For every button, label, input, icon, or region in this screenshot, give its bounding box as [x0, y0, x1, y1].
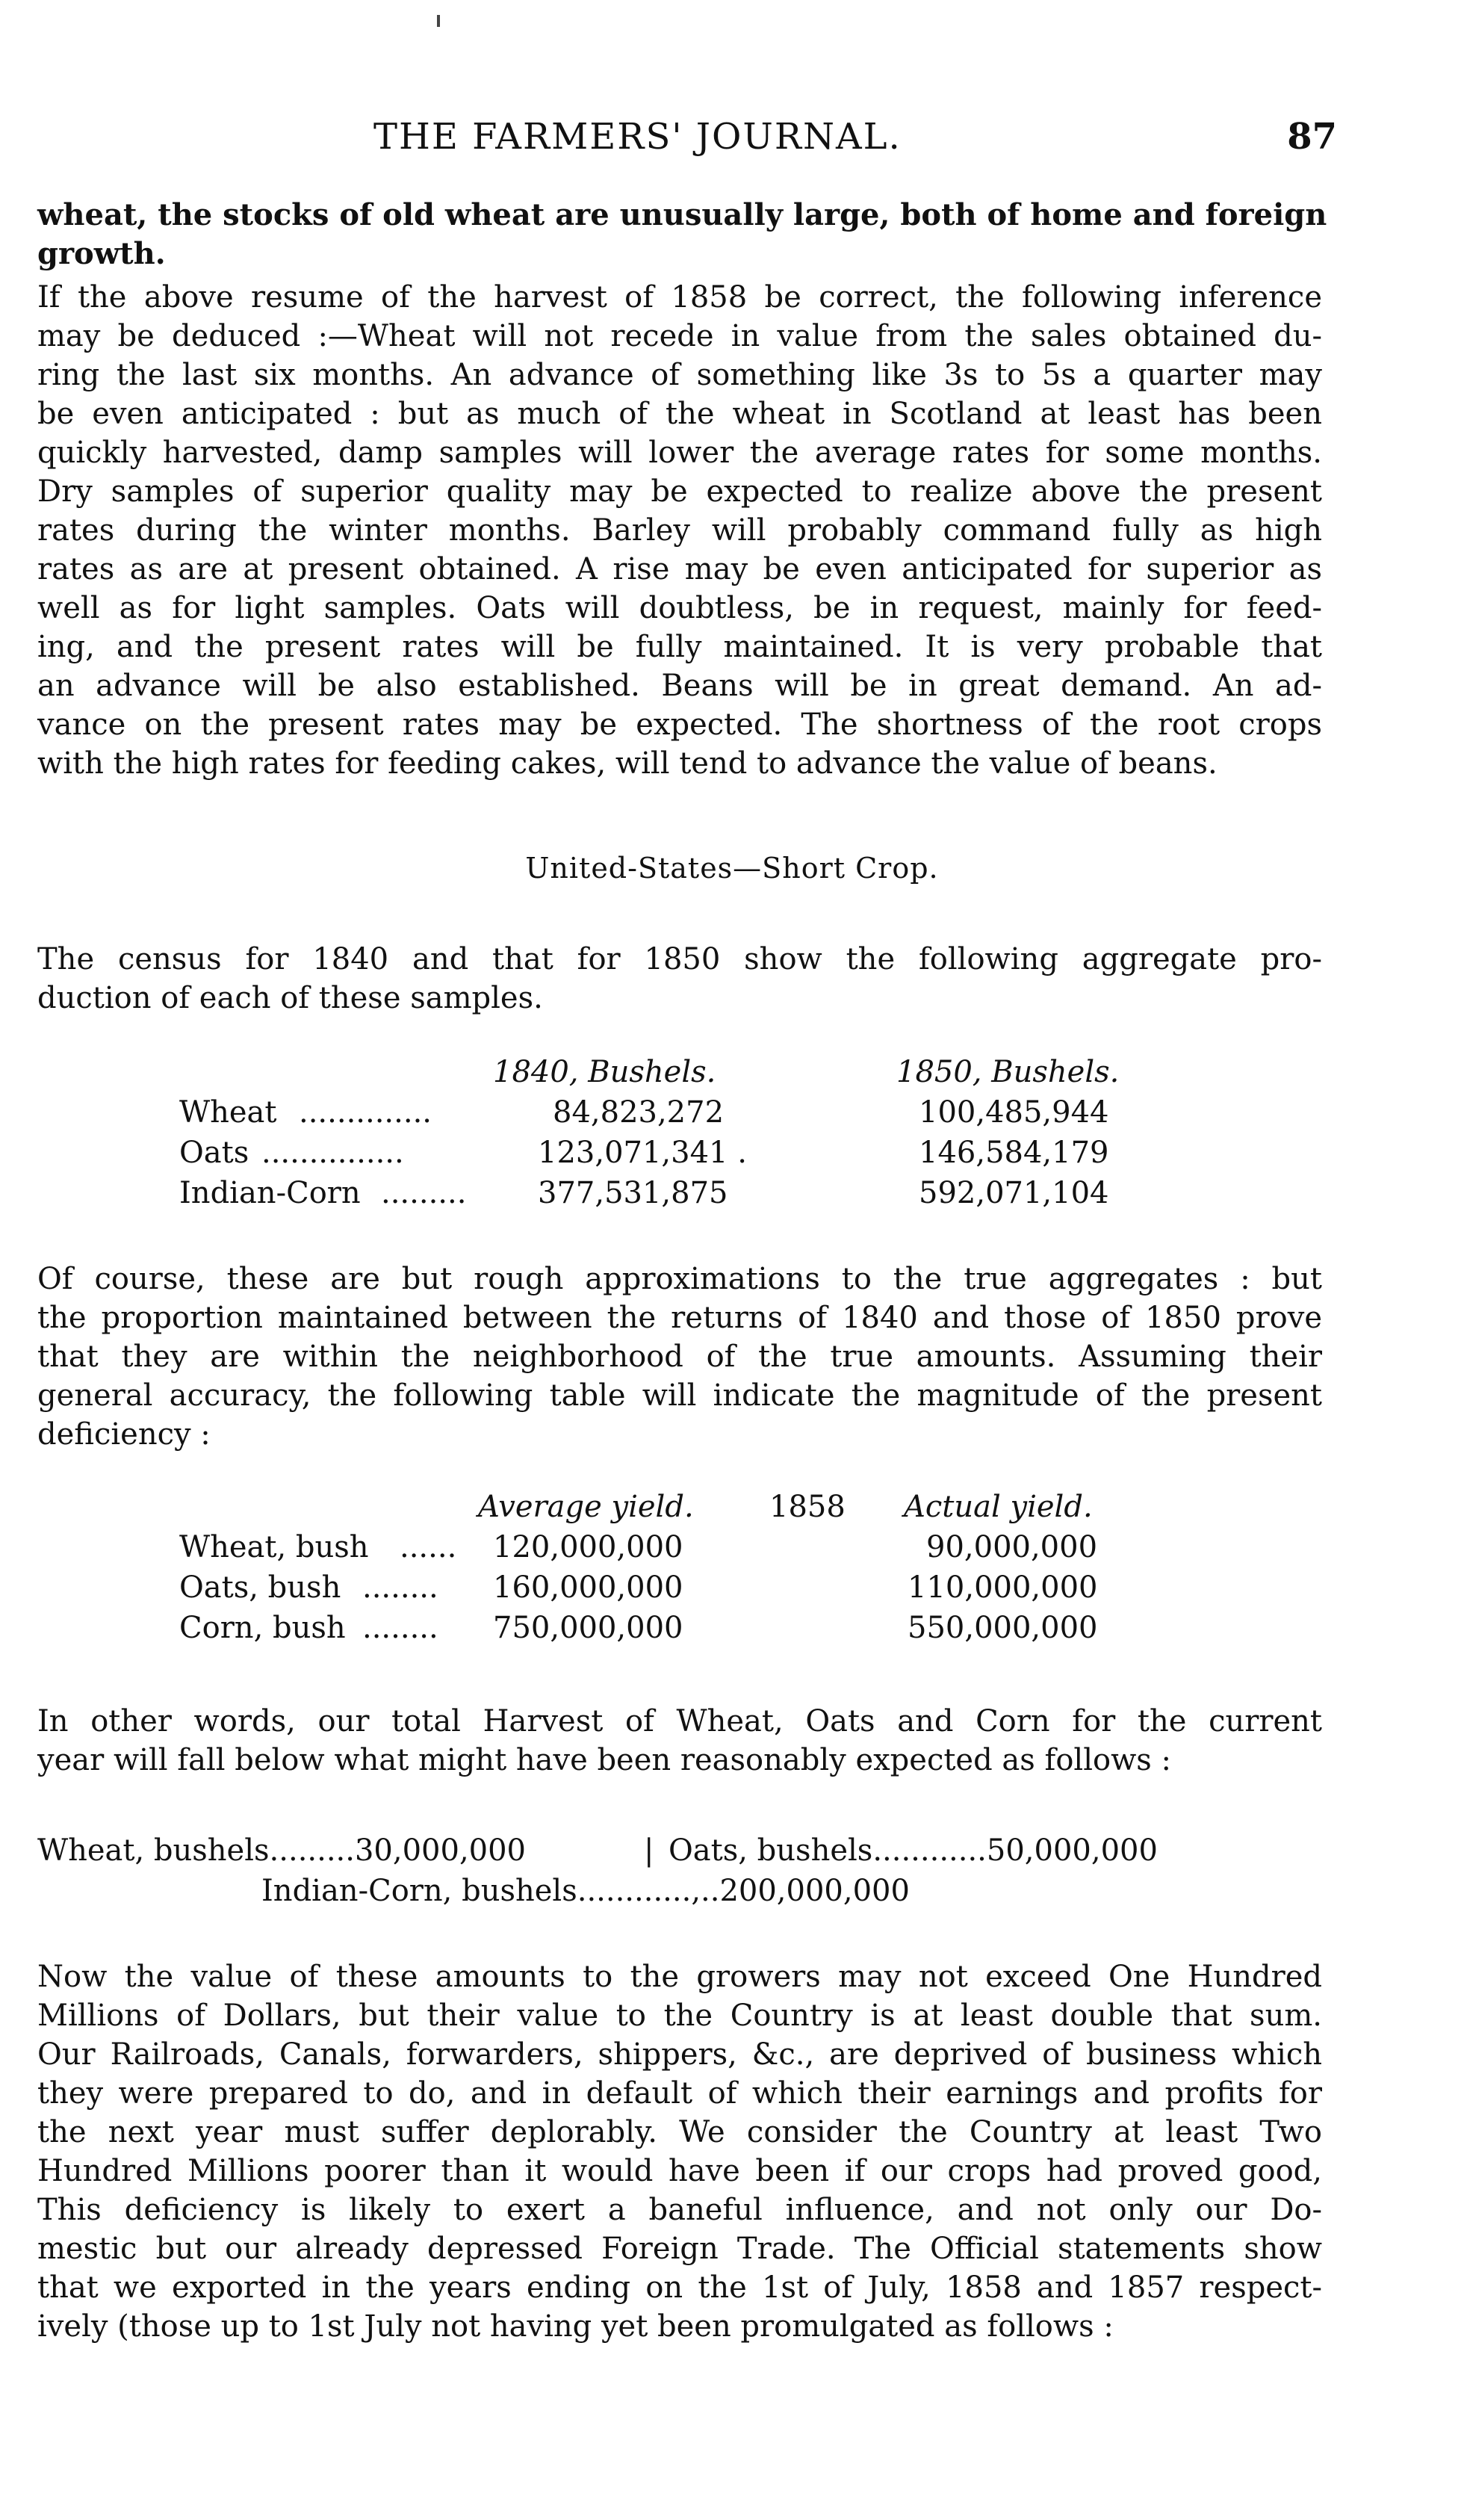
- text-line: that we exported in the years ending on the 1st of July, 1858 and 1857 respect-: [37, 2270, 1322, 2305]
- text-line: Now the value of these amounts to the growers may not exceed One Hundred: [37, 1960, 1322, 1994]
- text-line: Dry samples of superior quality may be expected to realize above the present: [37, 474, 1322, 509]
- text-line: Of course, these are but rough approximations to the true aggregates : but: [37, 1262, 1322, 1296]
- ink-speck: [437, 15, 440, 27]
- table-row: [179, 1133, 1195, 1173]
- wheat-shortfall: Wheat, bushels.........30,000,000: [37, 1833, 527, 1868]
- paragraph-total-harvest: [37, 1702, 1322, 1780]
- table-row: [179, 1527, 1195, 1567]
- text-line: ing, and the present rates will be fully maintained. It is very probable that: [37, 630, 1322, 664]
- text-line: deficiency :: [37, 1417, 211, 1452]
- column-header: Actual yield.: [904, 1490, 1093, 1524]
- shortfall-row: [37, 1830, 1322, 1871]
- text-line: the proportion maintained between the returns of 1840 and those of 1850 prove: [37, 1301, 1322, 1335]
- text-line: wheat, the stocks of old wheat are unusually large, both of home and foreign: [37, 197, 1327, 232]
- row-label: Wheat: [179, 1095, 277, 1130]
- corn-shortfall: Indian-Corn, bushels............,..200,000,000: [261, 1874, 910, 1908]
- text-line: The census for 1840 and that for 1850 show the following aggregate pro-: [37, 942, 1322, 976]
- text-line: general accuracy, the following table will indicate the magnitude of the present: [37, 1378, 1322, 1413]
- text-line: may be deduced :—Wheat will not recede in value from the sales obtained du-: [37, 319, 1322, 353]
- value-1840: 123,071,341 .: [538, 1136, 747, 1170]
- text-line: If the above resume of the harvest of 1858 be correct, the following inference: [37, 280, 1322, 315]
- text-line: Hundred Millions poorer than it would have been if our crops had proved good,: [37, 2154, 1322, 2188]
- separator: |: [644, 1833, 654, 1868]
- column-header: Average yield.: [478, 1490, 694, 1524]
- text-line: well as for light samples. Oats will doubtless, be in request, mainly for feed-: [37, 591, 1322, 625]
- paragraph-approximations: [37, 1260, 1322, 1454]
- table-row: [179, 1173, 1195, 1213]
- text-line: quickly harvested, damp samples will lower the average rates for some months.: [37, 436, 1322, 470]
- table-header-row: [179, 1487, 1195, 1527]
- column-header: 1850, Bushels.: [896, 1055, 1120, 1089]
- text-line: year will fall below what might have been reasonably expected as follows :: [37, 1743, 1172, 1777]
- running-header: [344, 116, 1337, 168]
- table-row: [179, 1567, 1195, 1608]
- paragraph-harvest-inference: [37, 278, 1322, 783]
- paragraph-census: [37, 940, 1322, 1018]
- text-line: vance on the present rates may be expected. The shortness of the root crops: [37, 708, 1322, 742]
- column-header: 1840, Bushels.: [493, 1055, 716, 1089]
- row-label: Wheat, bush: [179, 1530, 369, 1564]
- section-heading: United-States—Short Crop.: [525, 852, 939, 885]
- row-label: Indian-Corn: [179, 1176, 361, 1210]
- leader-dots: ........: [362, 1611, 438, 1645]
- text-line: with the high rates for feeding cakes, will tend to advance the value of beans.: [37, 746, 1218, 781]
- text-line: Millions of Dollars, but their value to the Country is at least double that sum.: [37, 1999, 1322, 2033]
- table-header-row: [179, 1052, 1195, 1092]
- text-line: ively (those up to 1st July not having yet been promulgated as follows :: [37, 2309, 1114, 2344]
- paragraph-continuation: [37, 196, 1327, 273]
- text-line: duction of each of these samples.: [37, 981, 543, 1015]
- shortfall-summary: [37, 1830, 1322, 1911]
- average-yield: 160,000,000: [493, 1570, 683, 1605]
- actual-yield: 90,000,000: [926, 1530, 1098, 1564]
- leader-dots: ........: [362, 1570, 438, 1605]
- census-table: [179, 1052, 1195, 1213]
- text-line: be even anticipated : but as much of the wheat in Scotland at least has been: [37, 397, 1322, 431]
- average-yield: 120,000,000: [493, 1530, 683, 1564]
- value-1850: 592,071,104: [919, 1176, 1109, 1210]
- leader-dots: ...............: [261, 1136, 404, 1170]
- value-1850: 146,584,179: [919, 1136, 1109, 1170]
- text-line: Our Railroads, Canals, forwarders, shippers, &c., are deprived of business which: [37, 2037, 1322, 2072]
- text-line: ring the last six months. An advance of something like 3s to 5s a quarter may: [37, 358, 1322, 392]
- actual-yield: 550,000,000: [908, 1611, 1098, 1645]
- shortfall-row: [37, 1871, 1322, 1911]
- text-line: that they are within the neighborhood of the true amounts. Assuming their: [37, 1340, 1322, 1374]
- table-row: [179, 1608, 1195, 1648]
- row-label: Oats: [179, 1136, 249, 1170]
- leader-dots: ......: [400, 1530, 457, 1564]
- text-line: an advance will be also established. Beans will be in great demand. An ad-: [37, 669, 1322, 703]
- table-row: [179, 1092, 1195, 1133]
- value-1840: 84,823,272: [553, 1095, 725, 1130]
- text-line: mestic but our already depressed Foreign Trade. The Official statements show: [37, 2232, 1322, 2266]
- value-1840: 377,531,875: [538, 1176, 728, 1210]
- oats-shortfall: Oats, bushels............50,000,000: [669, 1833, 1158, 1868]
- row-label: Oats, bush: [179, 1570, 341, 1605]
- average-yield: 750,000,000: [493, 1611, 683, 1645]
- text-line: growth.: [37, 236, 166, 271]
- text-line: In other words, our total Harvest of Wheat, Oats and Corn for the current: [37, 1704, 1322, 1739]
- leader-dots: .........: [381, 1176, 467, 1210]
- value-1850: 100,485,944: [919, 1095, 1109, 1130]
- text-line: the next year must suffer deplorably. We consider the Country at least Two: [37, 2115, 1322, 2149]
- journal-title: THE FARMERS' JOURNAL.: [373, 116, 902, 158]
- deficiency-table: [179, 1487, 1195, 1648]
- leader-dots: ..............: [299, 1095, 432, 1130]
- actual-yield: 110,000,000: [908, 1570, 1098, 1605]
- page-number: 87: [1287, 116, 1337, 158]
- text-line: rates as are at present obtained. A rise may be even anticipated for superior as: [37, 552, 1322, 586]
- column-header: 1858: [769, 1490, 846, 1524]
- paragraph-value-deficiency: [37, 1957, 1322, 2346]
- text-line: rates during the winter months. Barley will probably command fully as high: [37, 513, 1322, 548]
- row-label: Corn, bush: [179, 1611, 346, 1645]
- text-line: This deficiency is likely to exert a baneful influence, and not only our Do-: [37, 2193, 1322, 2227]
- text-line: they were prepared to do, and in default of which their earnings and profits for: [37, 2076, 1322, 2111]
